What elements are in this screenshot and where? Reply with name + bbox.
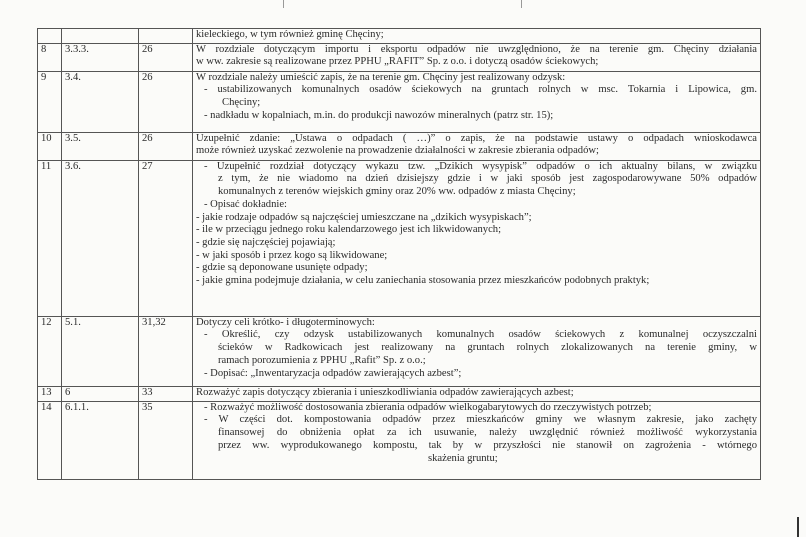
remark-line: - w jaki sposób i przez kogo są likwidowane; bbox=[196, 249, 388, 261]
table-row bbox=[38, 71, 761, 132]
section-number: 3.6. bbox=[62, 160, 139, 316]
row-number: 12 bbox=[38, 316, 62, 386]
section-number: 3.4. bbox=[62, 71, 139, 132]
table-row bbox=[38, 29, 761, 44]
row-number: 10 bbox=[38, 132, 62, 160]
table-row bbox=[38, 43, 761, 71]
remark-line: komunalnych z terenów wiejskich gminy oraz 20% ww. odpadów z miasta Chęciny; bbox=[218, 186, 576, 198]
remark-line: W rozdziale należy umieścić zapis, że na terenie gm. Chęciny jest realizowany odzysk: bbox=[196, 71, 566, 83]
remarks-table bbox=[37, 28, 761, 480]
remark-line: ścieków w Radkowicach jest realizowany na gruntach rolnych zlokalizowanych na terenie gminy, w bbox=[218, 342, 757, 354]
section-number: 6.1.1. bbox=[62, 401, 139, 479]
remark-text bbox=[193, 401, 761, 479]
remark-text bbox=[193, 29, 761, 44]
section-number: 6 bbox=[62, 386, 139, 401]
remark-line: z tym, że nie wiadomo na dzień dzisiejszy gdzie i w jaki sposób jest zagospodarowywane 50% odpadów bbox=[218, 173, 757, 185]
remark-line: Dotyczy celi krótko- i długoterminowych: bbox=[196, 316, 375, 328]
remark-text bbox=[193, 160, 761, 316]
table-row bbox=[38, 386, 761, 401]
remark-line: - jakie gmina podejmuje działania, w celu zaniechania stosowania przez mieszkańców podobnych praktyk; bbox=[196, 275, 650, 287]
remark-text bbox=[193, 43, 761, 71]
section-number: 3.3.3. bbox=[62, 43, 139, 71]
page-number: 27 bbox=[139, 160, 193, 316]
remark-line: - Określić, czy odzysk ustabilizowanych komunalnych osadów ściekowych z komunalnej oczyszczalni bbox=[204, 329, 757, 341]
remark-line: finansowej do obniżenia opłat za ich usuwanie, należy uwzględnić również możliwość wykorzystania bbox=[218, 427, 757, 439]
scan-edge-mark bbox=[797, 517, 799, 537]
section-number: 5.1. bbox=[62, 316, 139, 386]
page-number: 26 bbox=[139, 43, 193, 71]
table-row bbox=[38, 160, 761, 316]
remark-text bbox=[193, 386, 761, 401]
table-row bbox=[38, 401, 761, 479]
remark-line: W rozdziale dotyczącym importu i eksportu odpadów nie uwzględniono, że na terenie gm. Chęciny działania bbox=[196, 43, 757, 55]
row-number: 14 bbox=[38, 401, 62, 479]
table-row bbox=[38, 132, 761, 160]
page-number: 31,32 bbox=[139, 316, 193, 386]
remark-line: Uzupełnić zdanie: „Ustawa o odpadach ( …)” o zapis, że na podstawie ustawy o odpadach wnioskodawca bbox=[196, 132, 757, 144]
remark-text bbox=[193, 316, 761, 386]
remark-text bbox=[193, 71, 761, 132]
row-number: 9 bbox=[38, 71, 62, 132]
page-number: 26 bbox=[139, 71, 193, 132]
section-number bbox=[62, 29, 139, 44]
page-number: 33 bbox=[139, 386, 193, 401]
row-number: 13 bbox=[38, 386, 62, 401]
remark-line: przez ww. wyprodukowanego kompostu, tak by w przyszłości nie stanowił on zagrożenia - wtórnego bbox=[218, 439, 757, 451]
remark-line: - ustabilizowanych komunalnych osadów ściekowych na gruntach rolnych w msc. Tokarnia i Lipowica, gm. bbox=[204, 84, 757, 96]
remark-line: - Opisać dokładnie: bbox=[204, 198, 287, 210]
scan-mark-left bbox=[283, 0, 284, 8]
remark-text bbox=[193, 132, 761, 160]
remark-line: - W części dot. kompostowania odpadów przez mieszkańców gminy we własnym zakresie, jako zachęty bbox=[204, 414, 757, 426]
row-number bbox=[38, 29, 62, 44]
remark-line: w ww. zakresie są realizowane przez PPHU „RAFIT” Sp. z o.o. i dotyczą osadów ściekowych; bbox=[196, 56, 599, 68]
remark-line: ramach porozumienia z PPHU „Rafit” Sp. z o.o.; bbox=[218, 354, 426, 366]
remark-line: - Rozważyć możliwość dostosowania zbierania odpadów wielkogabarytowych do rzeczywistych potrzeb; bbox=[204, 401, 652, 413]
remark-line: może również uzyskać zezwolenie na prowadzenie działalności w zakresie zbierania odpadów; bbox=[196, 145, 599, 157]
page-number: 26 bbox=[139, 132, 193, 160]
remark-line: - nadkładu w kopalniach, m.in. do produkcji nawozów mineralnych (patrz str. 15); bbox=[204, 109, 554, 121]
remark-line: kieleckiego, w tym również gminę Chęciny; bbox=[196, 29, 384, 40]
table-row bbox=[38, 316, 761, 386]
remark-line: Rozważyć zapis dotyczący zbierania i unieszkodliwiania odpadów zawierających azbest; bbox=[196, 386, 574, 398]
page-number bbox=[139, 29, 193, 44]
remark-line: Chęciny; bbox=[222, 97, 261, 109]
page-number: 35 bbox=[139, 401, 193, 479]
row-number: 8 bbox=[38, 43, 62, 71]
remark-line: skażenia gruntu; bbox=[428, 452, 498, 464]
section-number: 3.5. bbox=[62, 132, 139, 160]
remark-line: - gdzie się najczęściej pojawiają; bbox=[196, 236, 336, 248]
remark-line: - Dopisać: „Inwentaryzacja odpadów zawierających azbest”; bbox=[204, 367, 462, 379]
remark-line: - ile w przeciągu jednego roku kalendarzowego jest ich likwidowanych; bbox=[196, 224, 502, 236]
remark-line: - gdzie są deponowane usunięte odpady; bbox=[196, 262, 368, 274]
row-number: 11 bbox=[38, 160, 62, 316]
remark-line: - Uzupełnić rozdział dotyczący wykazu tzw. „Dzikich wysypisk” odpadów o ich aktualny bilans, w związku bbox=[204, 160, 757, 172]
remark-line: - jakie rodzaje odpadów są najczęściej umieszczane na „dzikich wysypiskach”; bbox=[196, 211, 532, 223]
scan-mark-right bbox=[521, 0, 522, 8]
